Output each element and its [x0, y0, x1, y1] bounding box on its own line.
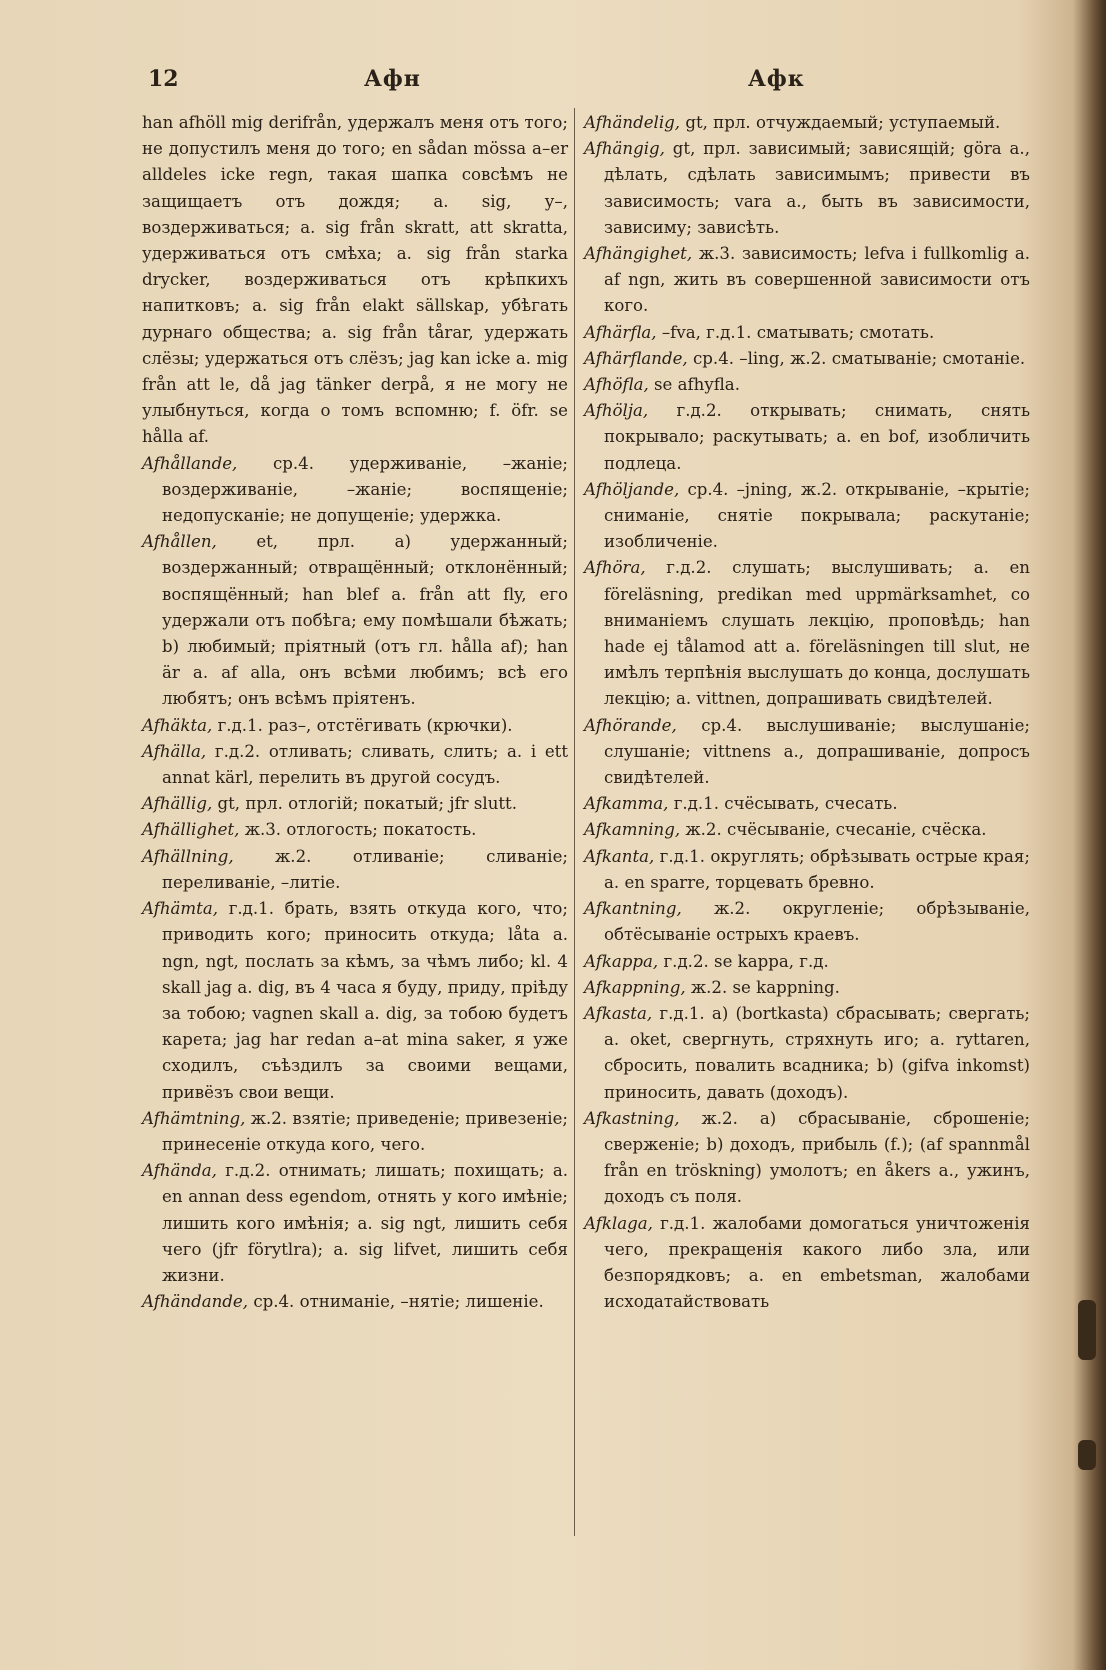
dictionary-entry — [584, 477, 1030, 556]
entry-headword: Afkappa, — [584, 951, 659, 971]
dictionary-entry — [584, 713, 1030, 792]
entry-definition: г.д.2. отнимать; лишать; похищать; a. en annan dess egendom, отнять у кого имѣніе; лишить кого имѣнія; a. sig ngt, лишить себя чего (jfr förytlra); a. sig lifvet, лишить себя жизни. — [162, 1161, 568, 1285]
entry-definition: ж.2. отливаніе; сливаніе; переливаніе, –литіе. — [162, 846, 568, 892]
entry-definition: г.д.1. раз–, отстёгивать (крючки). — [217, 715, 513, 735]
right-column — [584, 110, 1030, 1315]
entry-headword: Afklaga, — [584, 1213, 653, 1233]
entry-headword: Afkamning, — [584, 820, 681, 840]
entry-definition: gt, прл. зависимый; зависящій; göra a., дѣлать, сдѣлать зависимымъ; привести въ зависимость; vara a., быть въ зависимости, зависиму; зависѣть. — [604, 139, 1030, 237]
dictionary-entry — [142, 791, 568, 817]
entry-definition: г.д.1. счёсывать, счесать. — [673, 794, 898, 814]
entry-headword: Afhämta, — [142, 899, 218, 919]
entry-headword: Afkastning, — [584, 1108, 680, 1128]
left-guide-word: Афн — [364, 66, 421, 92]
entry-headword: Afhälla, — [142, 741, 207, 761]
dictionary-entry — [142, 1106, 568, 1158]
entry-headword: Afhändande, — [142, 1292, 249, 1312]
dictionary-entry — [142, 817, 568, 843]
entry-headword: Afhärfla, — [584, 322, 657, 342]
entry-headword: Afhöfla, — [584, 375, 649, 395]
entry-headword: Afhöra, — [584, 558, 646, 578]
entry-definition: gt, прл. отчуждаемый; уступаемый. — [685, 113, 1001, 132]
dictionary-entry — [142, 110, 568, 451]
entry-headword: Afhällig, — [142, 794, 213, 814]
column-divider — [574, 108, 575, 1536]
entry-headword: Afhäkta, — [142, 715, 213, 735]
entry-definition: ж.3. отлогость; покатость. — [244, 820, 477, 840]
entry-definition: ср.4. отниманіе, –нятіе; лишеніе. — [253, 1292, 544, 1312]
entry-definition: г.д.2. отливать; сливать, слить; a. i ett annat kärl, перелить въ другой сосудъ. — [162, 741, 569, 788]
dictionary-entry — [584, 346, 1030, 372]
entry-definition: г.д.1. жалобами домогаться уничтоженія чего, прекращенія какого либо зла, или безпорядковъ; a. en embetsman, жалобами исходатайствовать — [604, 1213, 1030, 1312]
entry-headword: Afkappning, — [584, 977, 686, 997]
entry-definition: г.д.1. округлять; обрѣзывать острые края; a. en sparre, торцевать бревно. — [604, 846, 1030, 892]
entry-headword: Afhämtning, — [142, 1108, 246, 1128]
entry-definition: gt, прл. отлогій; покатый; jfr slutt. — [217, 794, 517, 814]
dictionary-entry — [584, 791, 1030, 817]
entry-headword: Afhällighet, — [142, 820, 240, 840]
dictionary-entry — [584, 136, 1030, 241]
entry-definition: г.д.2. открывать; снимать, снять покрывало; раскутывать; a. en bof, изобличить подлеца. — [604, 401, 1030, 473]
dictionary-entry — [584, 1001, 1030, 1106]
entry-definition: ср.4. –jning, ж.2. открываніе, –крытіе; сниманіе, снятіе покрывала; раскутаніе; изобличеніе. — [604, 479, 1030, 552]
entry-definition: г.д.1. брать, взять откуда кого, что; приводить кого; приносить откуда; låta a. ngn, ngt, послать за кѣмъ, за чѣмъ либо; kl. 4 skall jag a. dig, въ 4 часа я буду, приду, пріѣду за тобою; vagnen skall a. dig, за тобою будетъ карета; jag har redan a–at mina saker, я уже сходилъ, съѣздилъ за своими вещами, привёзъ свои вещи. — [162, 899, 568, 1102]
entry-headword: Afhängig, — [584, 139, 665, 159]
page-header — [148, 66, 1036, 100]
dictionary-entry — [142, 713, 568, 739]
entry-definition: ж.3. зависимость; lefva i fullkomlig a. af ngn, жить въ совершенной зависимости отъ кого. — [604, 244, 1030, 316]
entry-headword: Afkanta, — [584, 846, 655, 866]
entry-headword: Afhöljande, — [584, 479, 680, 499]
dictionary-entry — [584, 320, 1030, 346]
dictionary-entry — [142, 1289, 568, 1315]
dictionary-entry — [584, 398, 1030, 477]
entry-headword: Afhärflande, — [584, 348, 688, 368]
dictionary-entry — [142, 739, 568, 791]
entry-headword: Afhängighet, — [584, 244, 693, 264]
dictionary-entry — [584, 1106, 1030, 1211]
entry-headword: Afhändelig, — [584, 113, 681, 132]
entry-definition: ж.2. se kappning. — [690, 977, 840, 997]
page-number: 12 — [148, 66, 179, 92]
entry-definition: et, прл. a) удержанный; воздержанный; отвращённый; отклонённый; воспящённый; han blef a. från att fly, его удержали отъ побѣга; ему помѣшали бѣжать; b) любимый; пріятный (отъ гл. hålla af); han är a. af alla, онъ всѣми любимъ; всѣ его любятъ; онъ всѣмъ пріятенъ. — [162, 532, 568, 709]
dictionary-entry — [584, 817, 1030, 843]
dictionary-entry — [142, 896, 568, 1106]
entry-definition: ж.2. a) сбрасываніе, сброшеніе; сверженіе; b) доходъ, прибыль (f.); (af spannmål från en tröskning) умолотъ; en åkers a., ужинъ, доходъ съ поля. — [604, 1108, 1030, 1207]
entry-headword: Afhölja, — [584, 401, 649, 421]
entry-definition: ж.2. счёсываніе, счесаніе, счёска. — [685, 820, 987, 840]
dictionary-entry — [584, 844, 1030, 896]
entry-headword: Afhållen, — [142, 532, 217, 552]
entry-definition: г.д.2. слушать; выслушивать; a. en föreläsning, predikan med uppmärksamhet, со вниманіемъ слушать лекцію, проповѣдь; han hade ej tålamod att a. föreläsningen till slut, не имѣлъ терпѣнія выслушать до конца, дослушать лекцію; a. vittnen, допрашивать свидѣтелей. — [604, 558, 1030, 709]
right-guide-word: Афк — [748, 66, 805, 92]
dictionary-entry — [584, 896, 1030, 948]
entry-headword: Afhända, — [142, 1161, 217, 1181]
entry-definition: г.д.1. a) (bortkasta) сбрасывать; свергать; a. oket, свергнуть, стряхнуть иго; a. ryttaren, сбросить, повалить всадника; b) (gifva inkomst) приносить, давать (доходъ). — [604, 1003, 1030, 1102]
entry-definition: ср.4. удерживаніе, –жаніе; воздерживаніе, –жаніе; воспященіе; недопусканіе; не допущеніе; удержка. — [162, 453, 568, 526]
dictionary-entry — [584, 1211, 1030, 1316]
binding-shadow — [1078, 1440, 1096, 1470]
entry-definition: –fva, г.д.1. сматывать; смотать. — [661, 322, 935, 342]
entry-headword: Afhörande, — [584, 715, 677, 735]
entry-definition: ср.4. –ling, ж.2. сматываніе; смотаніе. — [693, 348, 1026, 368]
dictionary-entry — [584, 975, 1030, 1001]
dictionary-entry — [142, 529, 568, 712]
dictionary-entry — [142, 451, 568, 530]
dictionary-entry — [584, 372, 1030, 398]
dictionary-entry — [584, 241, 1030, 320]
dictionary-entry — [584, 110, 1030, 136]
dictionary-entry — [142, 844, 568, 896]
entry-definition: han afhöll mig derifrån, удержалъ меня отъ того; не допустилъ меня до того; en sådan mössa a–er alldeles icke regn, такая шапка совсѣмъ не защищаетъ отъ дождя; a. sig, у–, воздерживаться; a. sig från skratt, att skratta, удерживаться отъ смѣха; a. sig från starka drycker, воздерживаться отъ крѣпкихъ напитковъ; a. sig från elakt sällskap, убѣгать дурнаго общества; a. sig från tårar, удержать слёзы; удержаться отъ слёзъ; jag kan icke a. mig från att le, då jag tänker derpå, я не могу не улыбнуться, когда о томъ вспомню; f. öfr. se hålla af. — [142, 113, 568, 447]
entry-headword: Afhållande, — [142, 453, 238, 473]
entry-headword: Afkantning, — [584, 899, 682, 919]
entry-definition: se afhyfla. — [654, 375, 740, 395]
binding-shadow — [1078, 1300, 1096, 1360]
entry-headword: Afkamma, — [584, 794, 669, 814]
entry-headword: Afkasta, — [584, 1003, 653, 1023]
dictionary-entry — [142, 1158, 568, 1289]
dictionary-entry — [584, 949, 1030, 975]
dictionary-entry — [584, 555, 1030, 712]
left-column — [142, 110, 568, 1315]
entry-definition: г.д.2. se kappa, г.д. — [663, 951, 829, 971]
entry-definition: ср.4. выслушиваніе; выслушаніе; слушаніе; vittnens a., допрашиваніе, допросъ свидѣтелей. — [604, 715, 1030, 788]
entry-headword: Afhällning, — [142, 846, 234, 866]
entry-definition: ж.2. взятіе; приведеніе; привезеніе; принесеніе откуда кого, чего. — [162, 1108, 568, 1154]
entry-definition: ж.2. округленіе; обрѣзываніе, обтёсываніе острыхъ краевъ. — [604, 899, 1030, 945]
